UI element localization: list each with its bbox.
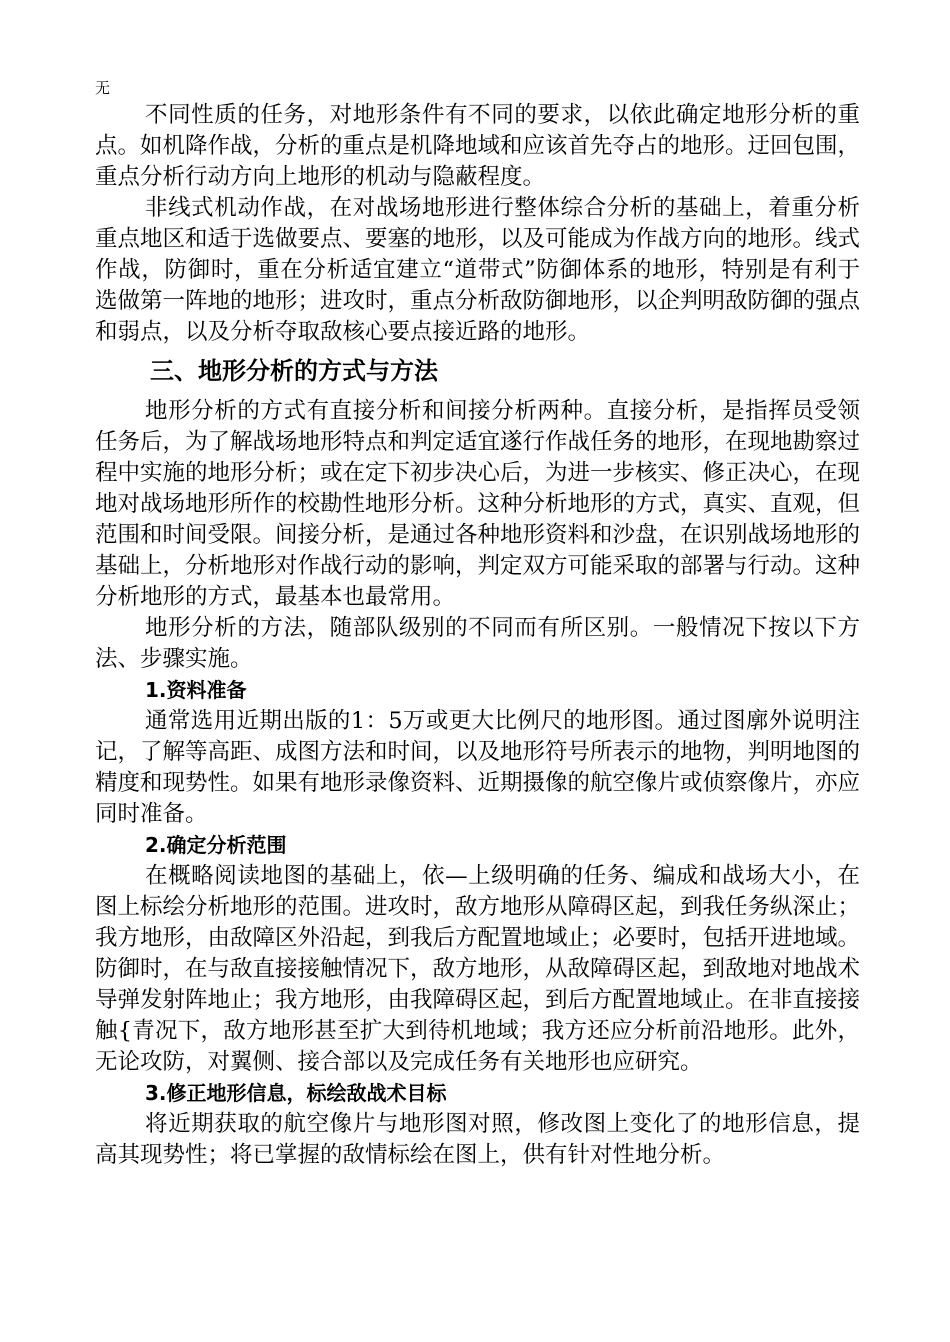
section-paragraph-2: 地形分析的方法，随部队级别的不同而有所区别。一般情况下按以下方法、步骤实施。 [95, 615, 860, 672]
step3-heading: 3.修正地形信息，标绘敌战术目标 [145, 1081, 447, 1105]
step1-heading: 1.资料准备 [145, 678, 247, 702]
step2-paragraph: 在概略阅读地图的基础上，依—上级明确的任务、编成和战场大小，在图上标绘分析地形的范围。进攻时，敌方地形从障碍区起，到我任务纵深止；我方地形，由敌障区外沿起，到我后方配置地域止；必要时，包括开进地域。防御时，在与敌直接接触情况下，敌方地形，从敌障碍区起，到敌地对地战术导弹发射阵地止；我方地形，由我障碍区起，到后方配置地域止。在非直接接触{青况下，敌方地形甚至扩大到待机地域；我方还应分析前沿地形。此外，无论攻防，对翼侧、接合部以及完成任务有关地形也应研究。 [95, 863, 861, 1075]
intro-paragraph-2: 非线式机动作战，在对战场地形进行整体综合分析的基础上，着重分析重点地区和适于选做要点、要塞的地形，以及可能成为作战方向的地形。线式作战，防御时，重在分析适宜建立“道带式”防御体系的地形，特别是有利于选做第一阵地的地形；进攻时，重点分析敌防御地形，以企判明敌防御的强点和弱点，以及分析夺取敌核心要点接近路的地形。 [95, 195, 861, 345]
section-paragraph-1: 地形分析的方式有直接分析和间接分析两种。直接分析，是指挥员受领任务后，为了解战场地形特点和判定适宜遂行作战任务的地形，在现地勘察过程中实施的地形分析；或在定下初步决心后，为进一步核实、修正决心，在现地对战场地形所作的校勘性地形分析。这种分析地形的方式，真实、直观，但范围和时间受限。间接分析，是通过各种地形资料和沙盘，在识别战场地形的基础上，分析地形对作战行动的影响，判定双方可能采取的部署与行动。这种分析地形的方式，最基本也最常用。 [95, 398, 861, 610]
intro-paragraph-1: 不同性质的任务，对地形条件有不同的要求，以依此确定地形分析的重点。如机降作战，分析的重点是机降地域和应该首先夺占的地形。迂回包围，重点分析行动方向上地形的机动与隐蔽程度。 [95, 102, 861, 190]
step3-paragraph: 将近期获取的航空像片与地形图对照，修改图上变化了的地形信息，提高其现势性；将已掌握的敌情标绘在图上，供有针对性地分析。 [95, 1111, 860, 1168]
top-note: 无 [95, 79, 111, 97]
step1-paragraph: 通常选用近期出版的1：5万或更大比例尺的地形图。通过图廓外说明注记，了解等高距、成图方法和时间，以及地形符号所表示的地物，判明地图的精度和现势性。如果有地形录像资料、近期摄像的航空像片或侦察像片，亦应同时准备。 [95, 708, 861, 827]
step2-heading: 2.确定分析范围 [145, 833, 287, 857]
section-heading: 三、地形分析的方式与方法 [150, 357, 438, 385]
document-page [95, 78, 860, 1171]
